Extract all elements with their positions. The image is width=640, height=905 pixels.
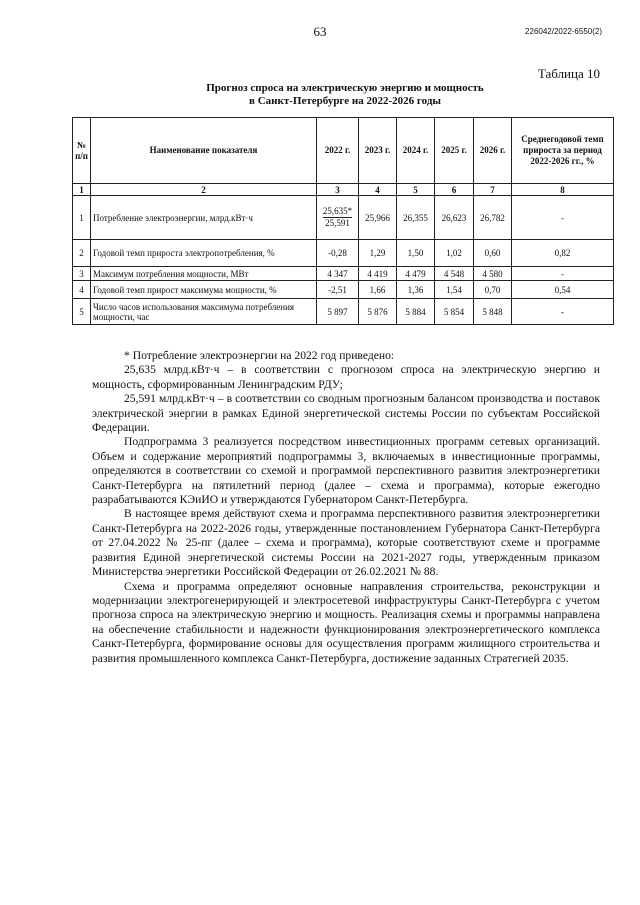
value-top: 25,635* (322, 206, 353, 216)
header-num: № п/п (73, 118, 91, 184)
table-title (150, 82, 540, 108)
cell-2022: -0,28 (317, 240, 359, 267)
cell-2024: 26,355 (397, 196, 435, 240)
cell-2026: 0,70 (474, 281, 512, 299)
index-cell: 6 (435, 184, 474, 196)
table-row (73, 281, 614, 299)
cell-2022: -2,51 (317, 281, 359, 299)
row-name: Потребление электроэнергии, млрд.кВт·ч (91, 196, 317, 240)
cell-2025: 26,623 (435, 196, 474, 240)
body-text (92, 349, 600, 666)
paragraph: Схема и программа определяют основные направления строительства, реконструкции и модернизации электрогенерирующей и электросетевой инфраструктуры Санкт-Петербурга с учетом прогноза спроса на электрическую энергию и мощность. Реализация схемы и программы направлена на обеспечение стабильности и надежности функционирования электроэнергетического комплекса Санкт-Петербурга, формирование основы для осуществления программ жилищного строительства и развития промышленного комплекса Санкт-Петербурга, достижение заданных Стратегией 2035. (92, 579, 600, 665)
index-cell: 7 (474, 184, 512, 196)
cell-avg: - (512, 267, 614, 281)
index-cell: 8 (512, 184, 614, 196)
cell-avg: - (512, 299, 614, 325)
paragraph: Подпрограмма 3 реализуется посредством инвестиционных программ сетевых организаций. Объем и содержание мероприятий подпрограммы 3, включаемых в инвестиционные программы, определяются в соответствии со схемой и программой перспективного развития электроэнергетики Санкт-Петербурга на пятилетний период (далее – схема и программа), которые ежегодно разрабатываются КЭиИО и утверждаются Губернатором Санкт-Петербурга. (92, 435, 600, 507)
index-cell: 1 (73, 184, 91, 196)
row-number: 5 (73, 299, 91, 325)
header-2023: 2023 г. (359, 118, 397, 184)
value-fraction (323, 206, 352, 229)
header-2024: 2024 г. (397, 118, 435, 184)
cell-2025: 4 548 (435, 267, 474, 281)
cell-2023: 1,29 (359, 240, 397, 267)
cell-avg: 0,54 (512, 281, 614, 299)
row-name: Годовой темп прироста электропотребления, % (91, 240, 317, 267)
cell-2022: 4 347 (317, 267, 359, 281)
value-bottom: 25,591 (325, 218, 350, 228)
table-row (73, 299, 614, 325)
cell-2026: 26,782 (474, 196, 512, 240)
table-title-line-1: Прогноз спроса на электрическую энергию и мощность (206, 82, 484, 94)
header-2026: 2026 г. (474, 118, 512, 184)
cell-avg: - (512, 196, 614, 240)
paragraph: В настоящее время действуют схема и программа перспективного развития электроэнергетики Санкт-Петербурга на 2022-2026 годы, утвержденные постановлением Губернатора Санкт-Петербурга от 27.04.2022 № 25-пг (далее – схема и программа), которые соответствуют схеме и программе развития Единой энергетической системы России на 2021-2027 годы, утвержденным приказом Министерства энергетики Российской Федерации от 26.02.2021 № 88. (92, 507, 600, 579)
row-name: Годовой темп прирост максимума мощности, % (91, 281, 317, 299)
table-row (73, 267, 614, 281)
row-number: 3 (73, 267, 91, 281)
table-row (73, 240, 614, 267)
row-number: 1 (73, 196, 91, 240)
cell-2024: 1,50 (397, 240, 435, 267)
cell-2022: 5 897 (317, 299, 359, 325)
cell-2026: 0,60 (474, 240, 512, 267)
cell-avg: 0,82 (512, 240, 614, 267)
header-name: Наименование показателя (91, 118, 317, 184)
header-row (73, 118, 614, 184)
forecast-table (72, 117, 614, 325)
paragraph: 25,591 млрд.кВт·ч – в соответствии со сводным прогнозным балансом производства и поставок электрической энергии в рамках Единой энергетической системы России по субъектам Российской Федерации. (92, 392, 600, 435)
header-avg-growth: Среднегодовой темп прироста за период 2022-2026 гг., % (512, 118, 614, 184)
header-2025: 2025 г. (435, 118, 474, 184)
index-cell: 3 (317, 184, 359, 196)
table-row (73, 196, 614, 240)
row-number: 4 (73, 281, 91, 299)
cell-2025: 1,02 (435, 240, 474, 267)
cell-2022 (317, 196, 359, 240)
table-label: Таблица 10 (537, 66, 600, 81)
index-cell: 4 (359, 184, 397, 196)
table-title-line-2: в Санкт-Петербурге на 2022-2026 годы (249, 95, 441, 107)
cell-2023: 25,966 (359, 196, 397, 240)
cell-2026: 5 848 (474, 299, 512, 325)
cell-2025: 1,54 (435, 281, 474, 299)
footnote-paragraph: * Потребление электроэнергии на 2022 год приведено: (124, 349, 395, 362)
paragraph: 25,635 млрд.кВт·ч – в соответствии с прогнозом спроса на электрическую энергию и мощность, сформированным Ленинградским РДУ; (92, 363, 600, 391)
index-cell: 5 (397, 184, 435, 196)
cell-2023: 1,66 (359, 281, 397, 299)
page-number: 63 (313, 24, 327, 39)
cell-2024: 4 479 (397, 267, 435, 281)
row-name: Число часов использования максимума потребления мощности, час (91, 299, 317, 325)
cell-2023: 4 419 (359, 267, 397, 281)
row-name: Максимум потребления мощности, МВт (91, 267, 317, 281)
header-2022: 2022 г. (317, 118, 359, 184)
cell-2024: 5 884 (397, 299, 435, 325)
document-code: 226042/2022-6550(2) (525, 27, 602, 36)
index-row (73, 184, 614, 196)
cell-2024: 1,36 (397, 281, 435, 299)
index-cell: 2 (91, 184, 317, 196)
row-number: 2 (73, 240, 91, 267)
cell-2025: 5 854 (435, 299, 474, 325)
cell-2023: 5 876 (359, 299, 397, 325)
cell-2026: 4 580 (474, 267, 512, 281)
